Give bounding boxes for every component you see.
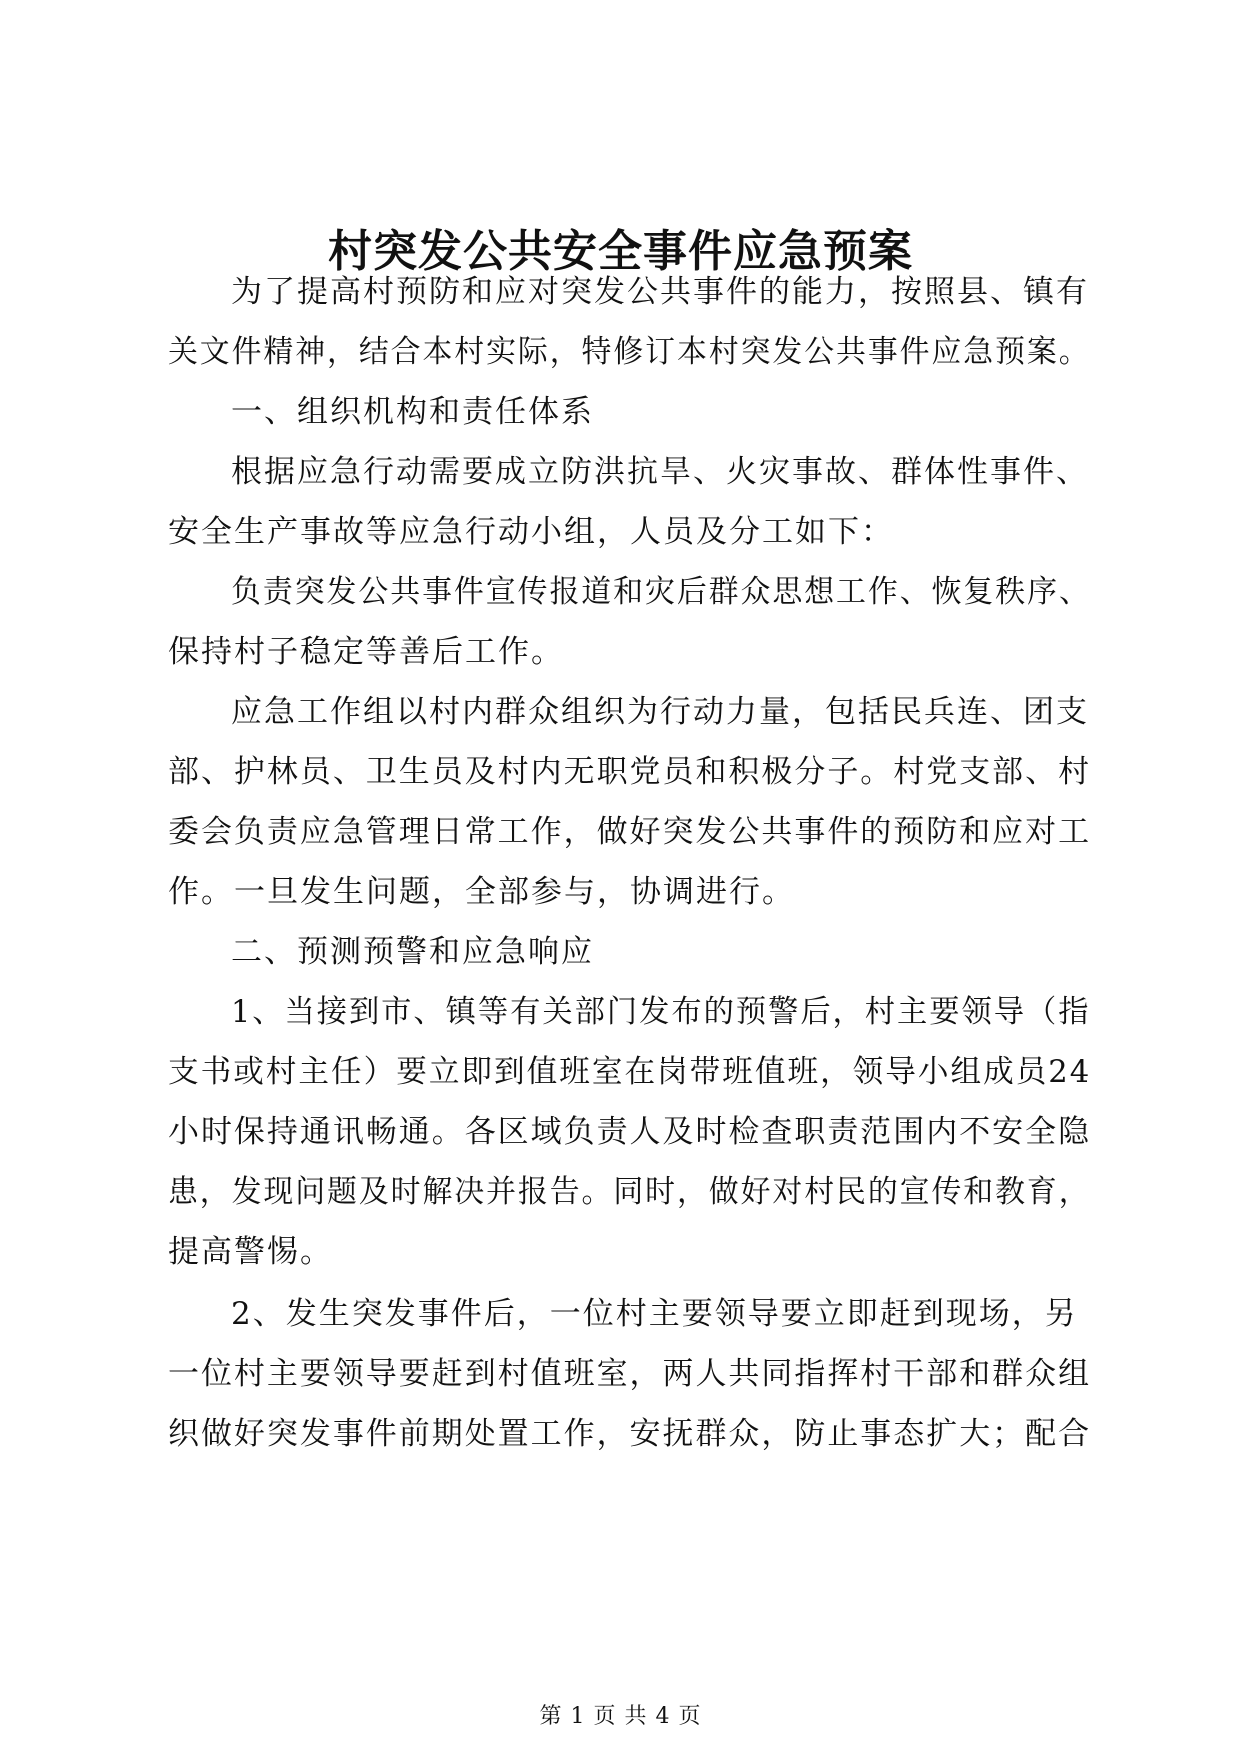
paragraph-line: 安全生产事故等应急行动小组，人员及分工如下： (168, 514, 894, 550)
paragraph-line: 关文件精神，结合本村实际，特修订本村突发公共事件应急预案。 (168, 334, 1091, 370)
paragraph-line: 患，发现问题及时解决并报告。同时，做好对村民的宣传和教育， (168, 1174, 1091, 1210)
paragraph-line: 2、发生突发事件后，一位村主要领导要立即赶到现场，另 (231, 1296, 1078, 1332)
paragraph-line: 一位村主要领导要赶到村值班室，两人共同指挥村干部和群众组 (168, 1356, 1092, 1392)
paragraph-line: 提高警惕。 (168, 1234, 333, 1270)
section-heading: 二、预测预警和应急响应 (231, 934, 594, 970)
paragraph-line: 委会负责应急管理日常工作，做好突发公共事件的预防和应对工 (168, 814, 1092, 850)
paragraph-line: 支书或村主任）要立即到值班室在岗带班值班，领导小组成员24 (168, 1054, 1092, 1090)
paragraph-line: 应急工作组以村内群众组织为行动力量，包括民兵连、团支 (231, 694, 1089, 730)
paragraph-line: 织做好突发事件前期处置工作，安抚群众，防止事态扩大；配合 (168, 1416, 1092, 1452)
paragraph-line: 负责突发公共事件宣传报道和灾后群众思想工作、恢复秩序、 (231, 574, 1091, 610)
paragraph-line: 为了提高村预防和应对突发公共事件的能力，按照县、镇有 (231, 274, 1089, 310)
section-heading: 一、组织机构和责任体系 (231, 394, 594, 430)
paragraph-line: 作。一旦发生问题，全部参与，协调进行。 (168, 874, 795, 910)
paragraph-line: 1、当接到市、镇等有关部门发布的预警后，村主要领导（指 (231, 994, 1091, 1030)
paragraph-line: 小时保持通讯畅通。各区域负责人及时检查职责范围内不安全隐 (168, 1114, 1092, 1150)
page-footer: 第 1 页 共 4 页 (539, 1704, 702, 1729)
paragraph-line: 保持村子稳定等善后工作。 (168, 634, 564, 670)
paragraph-line: 根据应急行动需要成立防洪抗旱、火灾事故、群体性事件、 (231, 454, 1089, 490)
paragraph-line: 部、护林员、卫生员及村内无职党员和积极分子。村党支部、村 (168, 754, 1092, 790)
document-title: 村突发公共安全事件应急预案 (328, 226, 913, 277)
